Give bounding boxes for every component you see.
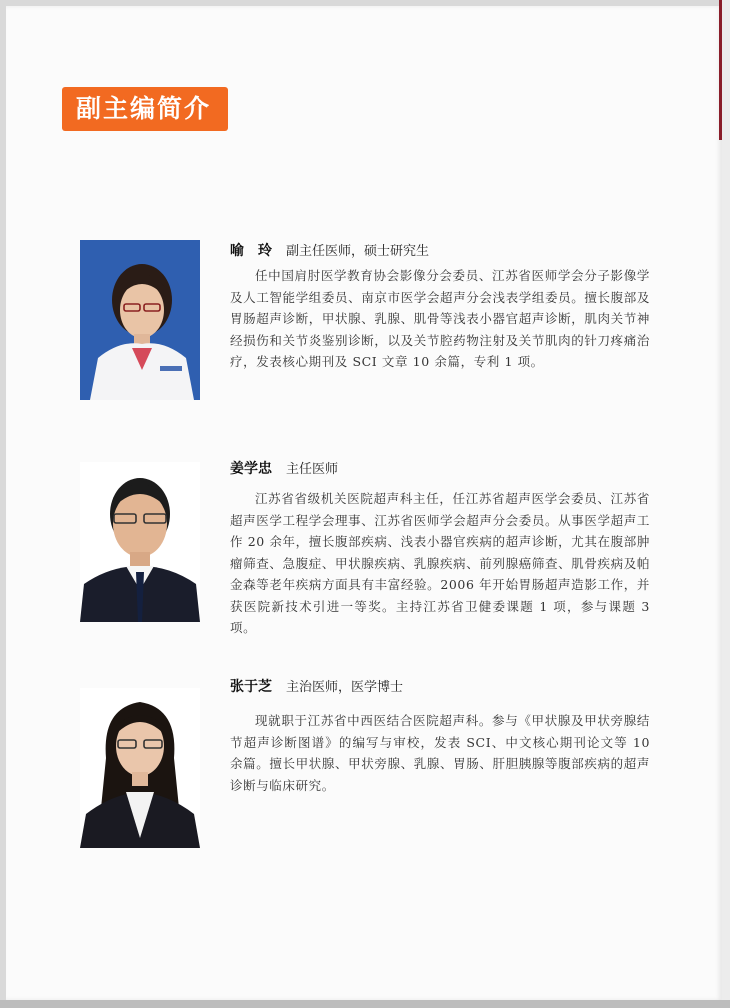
person-header-3 <box>230 676 403 696</box>
person-bio-2: 江苏省省级机关医院超声科主任，任江苏省超声医学会委员、江苏省超声医学工程学会理事、江苏省医师学会超声分会委员。从事医学超声工作 20 余年，擅长腹部疾病、浅表小器官疾病的超声诊断，尤其在腹部肿瘤筛查、急腹症、甲状腺疾病、乳腺疾病、前列腺癌筛查、肌骨疾病及帕金森等老年疾病方面具有丰富经验。2006 年开始胃肠超声造影工作，并获医院新技术引进一等奖。主持江苏省卫健委课题 1 项，参与课题 3 项。 <box>230 491 650 635</box>
portrait-icon <box>80 240 200 400</box>
section-title: 副主编简介 <box>76 94 212 123</box>
portrait-icon <box>80 462 200 622</box>
person-name-2: 姜学忠 <box>230 461 272 477</box>
person-title-3: 主治医师，医学博士 <box>286 680 404 695</box>
person-name-3: 张于芝 <box>230 679 272 695</box>
portrait-icon <box>80 688 200 848</box>
page-right-edge <box>722 0 730 1008</box>
person-bio-1: 任中国肩肘医学教育协会影像分会委员、江苏省医师学会分子影像学及人工智能学组委员、南京市医学会超声分会浅表学组委员。擅长腹部及胃肠超声诊断，甲状腺、乳腺、肌骨等浅表小器官超声诊断，肌肉关节神经损伤和关节炎鉴别诊断，以及关节腔药物注射及关节肌肉的针刀疼痛治疗，发表核心期刊及 SCI 文章 10 余篇，专利 1 项。 <box>230 268 650 369</box>
section-title-band <box>62 87 228 131</box>
person-header-1 <box>230 240 429 260</box>
portrait-photo-2 <box>80 462 200 622</box>
person-title-2: 主任医师 <box>286 462 339 477</box>
person-header-2 <box>230 458 338 478</box>
page-bottom-edge <box>0 1000 730 1008</box>
person-title-1: 副主任医师，硕士研究生 <box>286 244 430 259</box>
person-name-1: 喻 玲 <box>230 243 272 259</box>
portrait-photo-1 <box>80 240 200 400</box>
portrait-photo-3 <box>80 688 200 848</box>
person-bio-3: 现就职于江苏省中西医结合医院超声科。参与《甲状腺及甲状旁腺结节超声诊断图谱》的编写与审校，发表 SCI、中文核心期刊论文等 10 余篇。擅长甲状腺、甲状旁腺、乳腺、胃肠、肝胆胰腺等腹部疾病的超声诊断与临床研究。 <box>230 713 650 793</box>
